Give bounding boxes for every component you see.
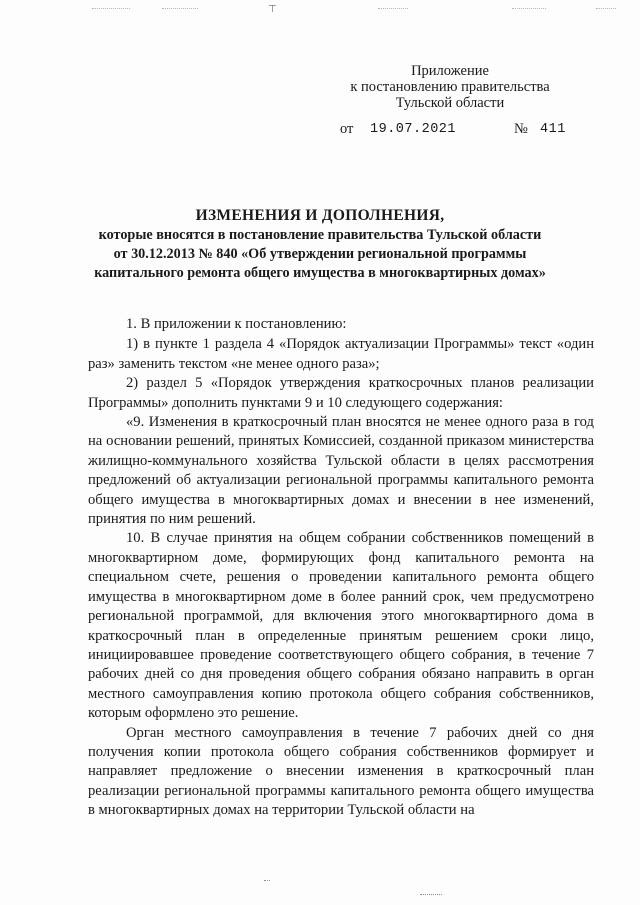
scan-artifact	[512, 8, 546, 15]
appendix-line: к постановлению правительства	[350, 79, 550, 95]
title-main: ИЗМЕНЕНИЯ И ДОПОЛНЕНИЯ,	[195, 207, 445, 224]
appendix-line: Тульской области	[395, 95, 505, 111]
paragraph: 1. В приложении к постановлению:	[126, 316, 347, 332]
scan-artifact: ⊤	[268, 4, 277, 15]
scan-artifact	[264, 880, 270, 881]
title-line: от 30.12.2013 № 840 «Об утверждении региональной программы	[113, 246, 527, 262]
paragraph: 1) в пункте 1 раздела 4 «Порядок актуализации Программы» текст «один раз» заменить текстом «не менее одного раза»;	[88, 336, 594, 372]
paragraph: «9. Изменения в краткосрочный план вносятся не менее одного раза в год на основании решений, принятых Комиссией, созданной приказом министерства жилищно-коммунального хозяйства Тульской области в целях рассмотрения предложений об актуализации региональной программы капитального ремонта общего имущества в многоквартирных домах и внесении в нее изменений, принятия по ним решений.	[88, 414, 594, 528]
number-label: №	[514, 121, 528, 137]
paragraph: 2) раздел 5 «Порядок утверждения краткосрочных планов реализации Программы» дополнить пунктами 9 и 10 следующего содержания:	[88, 375, 594, 411]
date-prefix: от	[340, 121, 354, 137]
scan-artifact	[162, 8, 198, 15]
appendix-header	[350, 63, 550, 111]
scan-artifact	[420, 894, 442, 895]
appendix-line: Приложение	[411, 63, 489, 79]
document-body	[88, 315, 594, 821]
title-line: которые вносятся в постановление правительства Тульской области	[98, 227, 542, 243]
paragraph: 10. В случае принятия на общем собрании собственников помещений в многоквартирном доме, формирующих фонд капитального ремонта на специальном счете, решения о проведении капитального ремонта общего имущества в многоквартирном доме в более ранний срок, чем предусмотрено региональной программой, для включения этого многоквартирного дома в краткосрочный план в определенные принятым решением сроки лицо, инициировавшее проведение соответствующего общего собрания, в течение 7 рабочих дней со дня проведения общего собрания обязано направить в орган местного самоуправления копию протокола общего собрания собственников, которым оформлено это решение.	[88, 530, 594, 722]
paragraph: Орган местного самоуправления в течение 7 рабочих дней со дня получения копии протокола общего собрания собственников формирует и направляет предложение о внесении изменения в краткосрочный план реализации региональной программы капитального ремонта общего имущества в многоквартирных домах на территории Тульской области на	[88, 724, 594, 819]
scan-artifact	[92, 8, 130, 15]
scan-artifact	[378, 8, 408, 15]
scan-artifact	[596, 8, 616, 15]
title-line: капитального ремонта общего имущества в многоквартирных домах»	[94, 265, 546, 281]
document-date: 19.07.2021	[370, 122, 457, 137]
document-title	[60, 205, 580, 283]
document-number: 411	[540, 122, 566, 137]
